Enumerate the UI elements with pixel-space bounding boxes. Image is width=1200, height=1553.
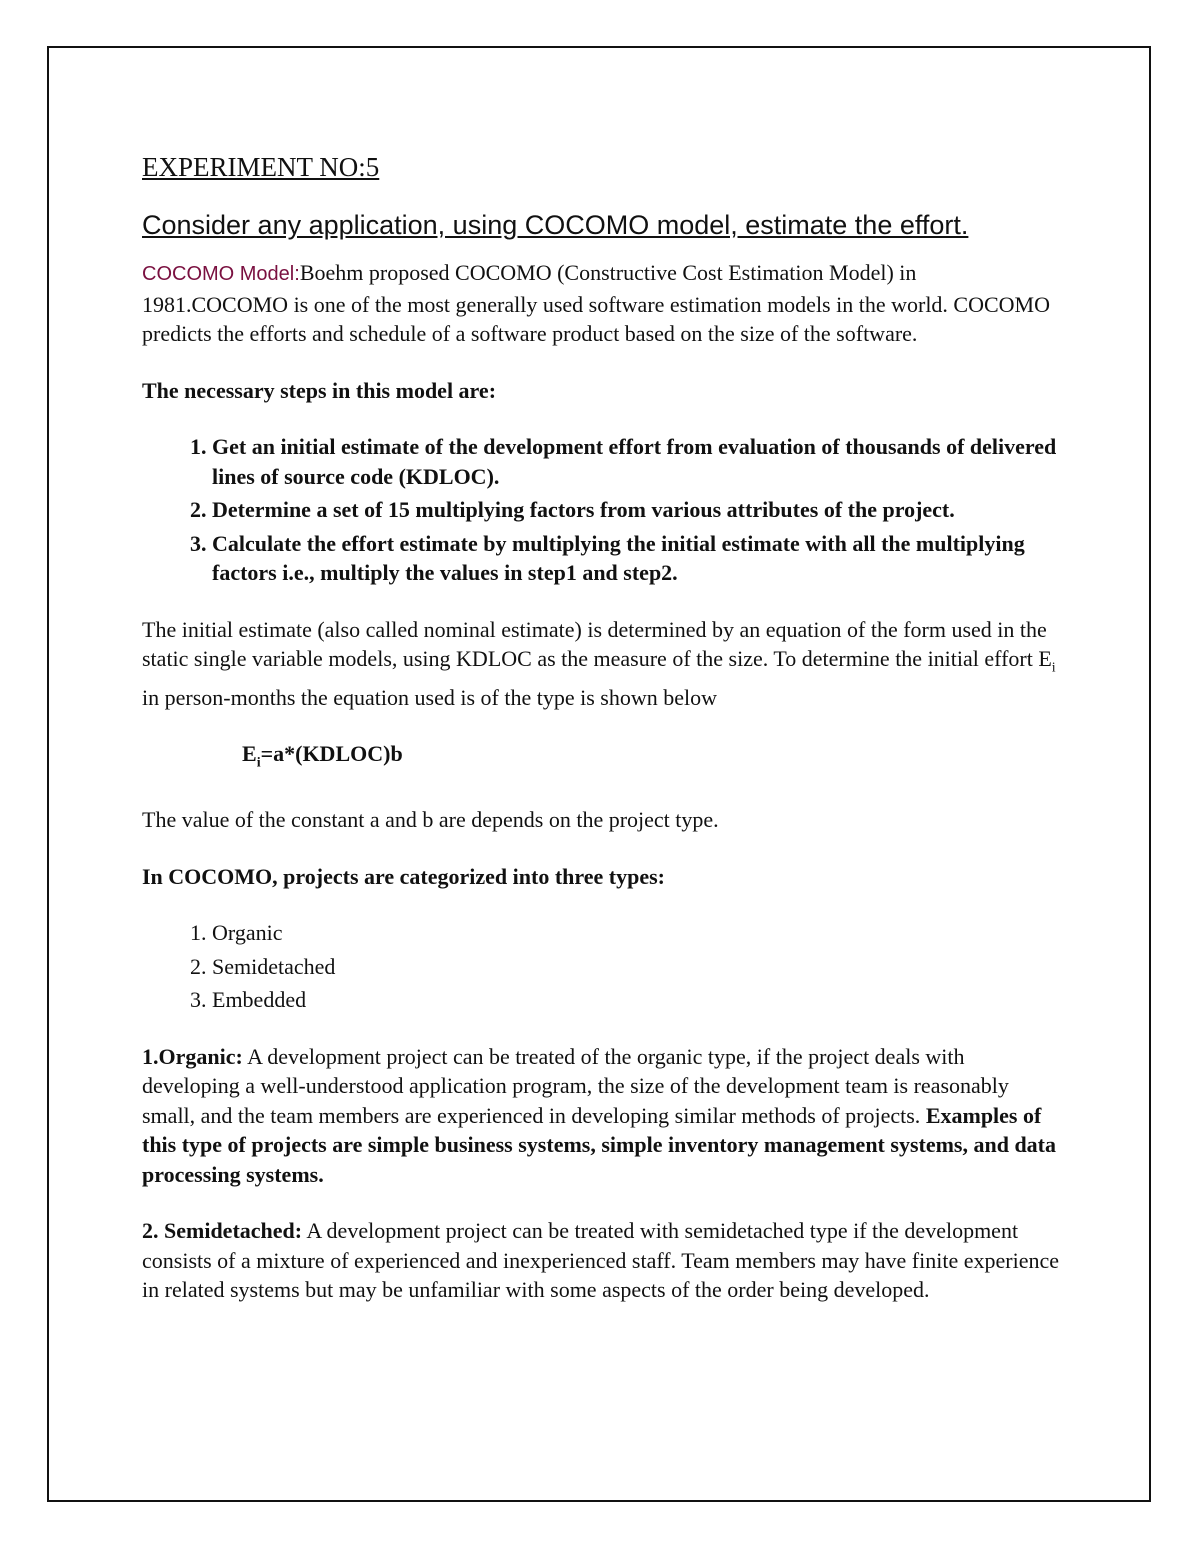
list-item: 1. Get an initial estimate of the development effort from evaluation of thousands of delivered lines of source code (KDLOC). [212, 432, 1067, 491]
equation-rhs: =a*(KDLOC)b [260, 741, 403, 767]
initial-estimate-text-before: The initial estimate (also called nominal estimate) is determined by an equation of the form used in the static single variable models, using KDLOC as the measure of the size. To determine the initial effort E [142, 616, 1052, 671]
initial-estimate-text-after: in person-months the equation used is of the type is shown below [142, 684, 717, 710]
cocomo-term: COCOMO Model: [142, 263, 300, 285]
initial-estimate-paragraph [142, 615, 1067, 713]
organic-examples: Examples of this type of projects are simple business systems, simple inventory management systems, and data processing systems. [142, 1102, 1057, 1187]
semidetached-text: A development project can be treated with semidetached type if the development consists of a mixture of experienced and inexperienced staff. Team members may have finite experience in related systems but may be unfamiliar with some aspects of the order being developed. [142, 1218, 1059, 1303]
equation-lhs: E [242, 741, 257, 767]
organic-paragraph [142, 1042, 1067, 1190]
types-heading: In COCOMO, projects are categorized into three types: [142, 863, 665, 889]
effort-equation [242, 739, 1067, 778]
semidetached-label: 2. Semidetached: [142, 1218, 303, 1244]
steps-list [142, 432, 1067, 588]
list-item: 1. Organic [212, 918, 1067, 948]
list-item: 2. Determine a set of 15 multiplying factors from various attributes of the project. [212, 495, 1067, 525]
intro-text: Boehm proposed COCOMO (Constructive Cost Estimation Model) in 1981.COCOMO is one of the most generally used software estimation models in the world. COCOMO predicts the efforts and schedule of a software product based on the size of the software. [142, 260, 1051, 346]
experiment-title: EXPERIMENT NO:5 [142, 152, 380, 182]
experiment-subtitle: Consider any application, using COCOMO model, estimate the effort. [142, 210, 969, 240]
steps-heading: The necessary steps in this model are: [142, 377, 497, 403]
organic-text: A development project can be treated of the organic type, if the project deals with developing a well-understood application program, the size of the development team is reasonably small, and the team members are experienced in developing similar methods of projects. [142, 1043, 1009, 1128]
list-item: 2. Semidetached [212, 952, 1067, 982]
organic-label: 1.Organic: [142, 1043, 243, 1069]
list-item: 3. Calculate the effort estimate by multiplying the initial estimate with all the multiplying factors i.e., multiply the values in step1 and step2. [212, 529, 1067, 588]
initial-estimate-subscript: i [1051, 660, 1056, 676]
types-list [142, 918, 1067, 1015]
equation-lhs-subscript: i [256, 755, 261, 771]
document-body [142, 150, 1067, 1332]
intro-paragraph [142, 258, 1067, 349]
list-item: 3. Embedded [212, 985, 1067, 1015]
semidetached-paragraph [142, 1216, 1067, 1305]
constants-paragraph: The value of the constant a and b are depends on the project type. [142, 807, 719, 833]
